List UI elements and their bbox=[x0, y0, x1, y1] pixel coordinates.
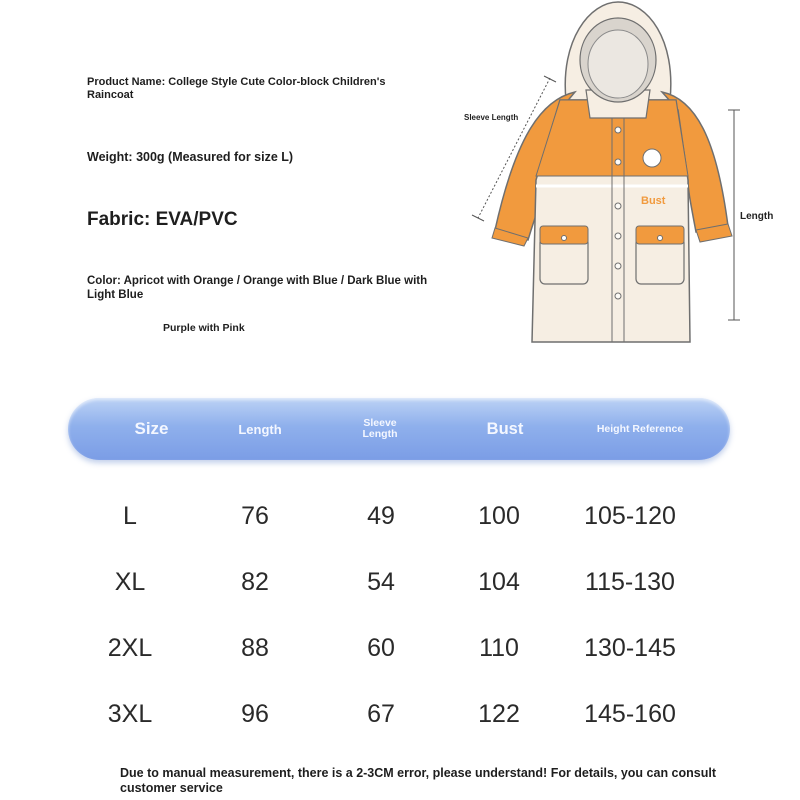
left-pocket bbox=[540, 226, 588, 284]
height-cell: 105-120 bbox=[584, 502, 676, 530]
table-row bbox=[0, 496, 800, 536]
sleeve-cell: 54 bbox=[367, 568, 395, 596]
height-cell: 145-160 bbox=[584, 700, 676, 728]
sleeve-cell: 60 bbox=[367, 634, 395, 662]
header-sleeve-length: Sleeve Length bbox=[362, 417, 398, 440]
table-row bbox=[0, 694, 800, 734]
table-row bbox=[0, 628, 800, 668]
length-label: Length bbox=[740, 211, 774, 222]
raincoat-illustration bbox=[455, 0, 795, 360]
length-cell: 88 bbox=[241, 634, 269, 662]
size-cell: L bbox=[123, 502, 137, 530]
bust-cell: 122 bbox=[478, 700, 520, 728]
product-color-extra: Purple with Pink bbox=[163, 322, 245, 334]
header-height-reference: Height Reference bbox=[596, 423, 684, 435]
bust-cell: 104 bbox=[478, 568, 520, 596]
table-row bbox=[0, 562, 800, 602]
length-cell: 82 bbox=[241, 568, 269, 596]
sleeve-length-label: Sleeve Length bbox=[464, 113, 519, 122]
height-cell: 130-145 bbox=[584, 634, 676, 662]
size-cell: XL bbox=[114, 568, 146, 596]
bust-cell: 100 bbox=[478, 502, 520, 530]
header-length: Length bbox=[238, 421, 282, 437]
height-cell: 115-130 bbox=[585, 568, 675, 596]
length-cell: 76 bbox=[241, 502, 269, 530]
sleeve-cell: 49 bbox=[367, 502, 395, 530]
length-cell: 96 bbox=[241, 700, 269, 728]
measurement-note: Due to manual measurement, there is a 2-3CM error, please understand! For details, you can consult customer service bbox=[120, 766, 716, 795]
badge-icon bbox=[643, 149, 661, 167]
size-table-header bbox=[68, 398, 730, 460]
sleeve-cell: 67 bbox=[367, 700, 395, 728]
product-colors: Color: Apricot with Orange / Orange with Blue / Dark Blue with Light Blue bbox=[87, 275, 428, 301]
bust-cell: 110 bbox=[479, 634, 519, 662]
right-pocket bbox=[636, 226, 684, 284]
header-bust: Bust bbox=[486, 419, 524, 438]
product-fabric: Fabric: EVA/PVC bbox=[87, 209, 238, 230]
product-name: Product Name: College Style Cute Color-block Children's Raincoat bbox=[87, 76, 386, 101]
header-size: Size bbox=[134, 419, 169, 438]
size-cell: 2XL bbox=[107, 634, 153, 662]
bust-label: Bust bbox=[641, 195, 666, 207]
product-weight: Weight: 300g (Measured for size L) bbox=[87, 150, 294, 164]
size-cell: 3XL bbox=[107, 700, 153, 728]
